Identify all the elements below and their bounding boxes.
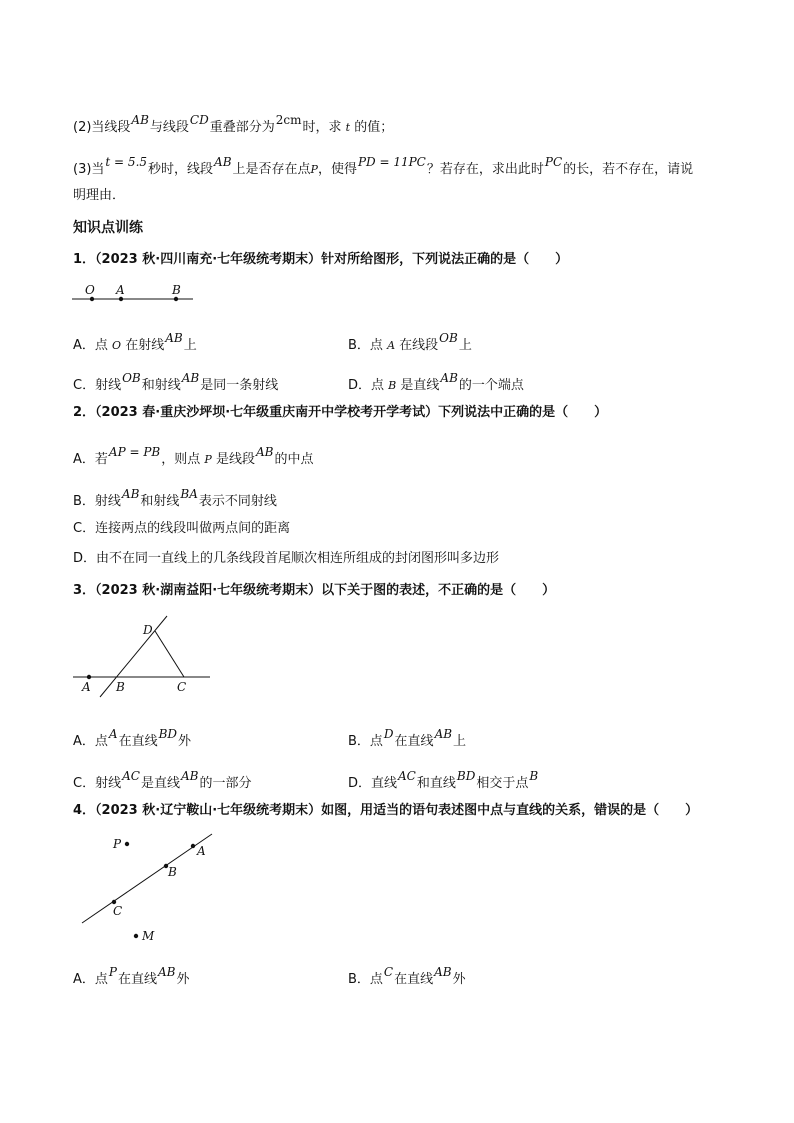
text: 在线段: [399, 338, 439, 353]
text: ？若存在，求出此时: [426, 162, 544, 177]
text: D．点: [348, 378, 385, 393]
math: AB: [131, 113, 149, 127]
q3-option-a[interactable]: [73, 727, 192, 751]
q2-option-b[interactable]: [73, 487, 277, 511]
q1-option-c[interactable]: [73, 371, 279, 395]
math: AB: [255, 445, 274, 459]
q1-option-d[interactable]: [348, 371, 524, 395]
text: A．点: [73, 972, 108, 987]
question-part-2: [73, 113, 394, 137]
math: BD: [158, 727, 178, 741]
math: AB: [121, 487, 140, 501]
figure-q3: [70, 612, 215, 698]
math: C: [383, 965, 394, 979]
text: 的中点: [274, 452, 314, 467]
text: 的一部分: [199, 776, 252, 791]
label-B: B: [172, 283, 181, 297]
q1-option-b[interactable]: [348, 331, 472, 355]
math: t = 5.5: [105, 155, 148, 169]
text: B．点: [348, 734, 383, 749]
label-B: B: [116, 680, 125, 694]
math: B: [529, 769, 539, 783]
math: O: [112, 339, 122, 352]
figure-q4: [75, 830, 220, 948]
text: 表示不同射线: [198, 494, 277, 509]
label-C: C: [113, 904, 123, 918]
text: D．直线: [348, 776, 398, 791]
math: AC: [398, 769, 416, 783]
math: OB: [439, 331, 458, 345]
text: 重叠部分为: [209, 120, 275, 135]
text: 上: [458, 338, 472, 353]
math: PD = 11PC: [357, 155, 426, 169]
q3-option-b[interactable]: [348, 727, 467, 751]
text: 的值；: [354, 120, 394, 135]
text: 相交于点: [476, 776, 529, 791]
text: (2)当线段: [73, 120, 131, 135]
q4-option-b[interactable]: [348, 965, 466, 989]
math: AB: [165, 331, 183, 345]
math: AC: [122, 769, 140, 783]
q3-option-d[interactable]: [348, 769, 539, 793]
math: P: [204, 453, 212, 466]
text: 在直线: [394, 734, 434, 749]
question-2-stem: 2．（2023 春·重庆沙坪坝·七年级重庆南开中学校考开学考试）下列说法中正确的是（ ）: [73, 405, 608, 420]
q3-option-c[interactable]: [73, 769, 252, 793]
math: B: [388, 379, 397, 392]
text: 时，求: [302, 120, 342, 135]
label-M: M: [142, 929, 155, 943]
label-A: A: [82, 680, 91, 694]
text: 是直线: [140, 776, 180, 791]
text: 是直线: [400, 378, 440, 393]
math: PC: [544, 155, 563, 169]
math: AB: [214, 155, 232, 169]
text: 上: [453, 734, 467, 749]
math: AP = PB: [108, 445, 161, 459]
label-C: C: [177, 680, 187, 694]
math: AB: [434, 727, 453, 741]
text: B．点: [348, 972, 383, 987]
text: 是线段: [215, 452, 255, 467]
text: A．点: [73, 338, 108, 353]
text: ，则点: [161, 452, 201, 467]
text: 在直线: [118, 734, 158, 749]
math: CD: [189, 113, 209, 127]
text: (3)当: [73, 162, 105, 177]
math: P: [108, 965, 117, 979]
text: A．若: [73, 452, 108, 467]
text: 在直线: [117, 972, 157, 987]
q2-option-d[interactable]: D．由不在同一直线上的几条线段首尾顺次相连所组成的封闭图形叫多边形: [73, 551, 500, 566]
text: 和射线: [141, 378, 181, 393]
math: t: [345, 121, 351, 134]
q4-option-a[interactable]: [73, 965, 190, 989]
question-1-stem: 1．（2023 秋·四川南充·七年级统考期末）针对所给图形，下列说法正确的是（ ）: [73, 252, 569, 267]
text: 外: [452, 972, 466, 987]
q1-option-a[interactable]: [73, 331, 197, 355]
text: 的一个端点: [458, 378, 524, 393]
math: AB: [180, 769, 199, 783]
question-part-3: [73, 155, 694, 179]
label-A: A: [116, 283, 125, 297]
text: C．射线: [73, 776, 122, 791]
label-B: B: [168, 865, 177, 879]
text: 的长，若不存在，请说: [563, 162, 694, 177]
text: C．射线: [73, 378, 122, 393]
text: 上: [183, 338, 197, 353]
math: BA: [180, 487, 198, 501]
math: P: [310, 163, 318, 176]
math: 2cm: [275, 113, 302, 127]
math: A: [108, 727, 118, 741]
text: 与线段: [149, 120, 189, 135]
text: 在射线: [125, 338, 165, 353]
math: OB: [122, 371, 141, 385]
text: B．射线: [73, 494, 121, 509]
text: 和射线: [140, 494, 180, 509]
label-D: D: [143, 623, 153, 637]
label-A: A: [197, 844, 206, 858]
text: 外: [178, 734, 192, 749]
text: 在直线: [394, 972, 434, 987]
text: 和直线: [416, 776, 456, 791]
section-heading: 知识点训练: [73, 220, 143, 236]
text: A．点: [73, 734, 108, 749]
question-4-stem: 4．（2023 秋·辽宁鞍山·七年级统考期末）如图，用适当的语句表述图中点与直线的关系，错误的是（ ）: [73, 803, 699, 818]
label-P: P: [113, 837, 122, 851]
math: AB: [434, 965, 452, 979]
figure-q1: [70, 283, 200, 305]
question-part-3-continued: 明理由．: [73, 188, 126, 203]
text: 是同一条射线: [200, 378, 279, 393]
text: ，使得: [317, 162, 357, 177]
math: A: [387, 339, 396, 352]
math: AB: [181, 371, 200, 385]
text: 上是否存在点: [232, 162, 311, 177]
text: 外: [176, 972, 190, 987]
text: B．点: [348, 338, 383, 353]
q2-option-c[interactable]: C．连接两点的线段叫做两点间的距离: [73, 521, 291, 536]
text: 秒时，线段: [148, 162, 214, 177]
question-3-stem: 3．（2023 秋·湖南益阳·七年级统考期末）以下关于图的表述，不正确的是（ ）: [73, 583, 556, 598]
q2-option-a[interactable]: [73, 445, 314, 469]
label-O: O: [85, 283, 95, 297]
math: BD: [456, 769, 476, 783]
math: AB: [440, 371, 458, 385]
math: AB: [158, 965, 176, 979]
math: D: [383, 727, 394, 741]
